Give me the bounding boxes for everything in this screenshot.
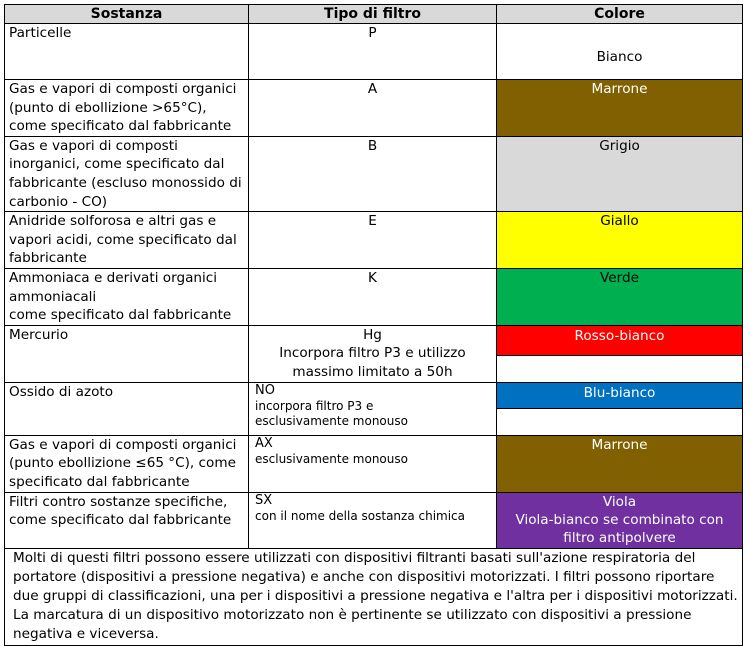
sostanza-cell xyxy=(5,136,249,211)
header-tipo-filtro: Tipo di filtro xyxy=(249,5,497,24)
footer-row xyxy=(5,548,743,645)
colore-note: Viola-bianco se combinato con xyxy=(515,511,724,528)
sostanza-cell xyxy=(5,435,249,492)
sostanza-cell xyxy=(5,325,249,382)
sostanza-line: Gas e vapori di composti xyxy=(9,137,178,154)
sostanza-line: ammoniacali xyxy=(9,288,97,305)
header-colore: Colore xyxy=(497,5,743,24)
table-row xyxy=(5,382,743,435)
tipo-code: AX xyxy=(255,435,273,451)
colore-label: Viola xyxy=(602,493,637,510)
sostanza-line: Gas e vapori di composti organici xyxy=(9,436,237,453)
sostanza-cell xyxy=(5,80,249,137)
sostanza-cell xyxy=(5,212,249,269)
tipo-note: incorpora filtro P3 e xyxy=(255,398,374,413)
table-row xyxy=(5,212,743,269)
colore-cell xyxy=(497,435,743,492)
footer-line: negativa e viceversa. xyxy=(13,625,159,642)
sostanza-line: come specificato dal fabbricante xyxy=(9,512,232,529)
tipo-cell xyxy=(249,492,497,548)
tipo-code: K xyxy=(368,269,377,286)
tipo-code: E xyxy=(368,213,377,230)
sostanza-line: (punto ebollizione ≤65 °C), come xyxy=(9,455,236,472)
sostanza-line: fabbricante xyxy=(9,250,87,267)
sostanza-line: Gas e vapori di composti organici xyxy=(9,81,237,97)
footer-line: La marcatura di un dispositivo motorizzato non è pertinente se utilizzato con dispositivi a pressione xyxy=(13,606,692,623)
footer-line: portatore (dispositivi a pressione negativa) e anche con dispositivi motorizzati. I filtri possono riportare xyxy=(13,568,715,585)
sostanza-cell xyxy=(5,268,249,325)
footer-line: Molti di questi filtri possono essere utilizzati con dispositivi filtranti basati sull'azione respiratoria del xyxy=(13,549,696,566)
table-row xyxy=(5,136,743,211)
sostanza-cell xyxy=(5,24,249,80)
tipo-cell xyxy=(249,325,497,382)
table-row xyxy=(5,80,743,137)
sostanza-cell xyxy=(5,492,249,548)
colore-cell xyxy=(497,492,743,548)
colore-label: Blu-bianco xyxy=(497,383,742,409)
colore-cell xyxy=(497,212,743,269)
header-row xyxy=(5,5,743,24)
colore-cell xyxy=(497,325,743,382)
table-row xyxy=(5,435,743,492)
sostanza-line: Ossido di azoto xyxy=(9,383,114,400)
colore-label: Marrone xyxy=(591,81,648,97)
white-band xyxy=(497,409,742,435)
tipo-code: NO xyxy=(255,382,275,398)
tipo-code: A xyxy=(367,81,378,97)
sostanza-line: inorganici, come specificato dal xyxy=(9,156,225,173)
tipo-cell xyxy=(249,136,497,211)
tipo-cell xyxy=(249,382,497,435)
sostanza-line: Ammoniaca e derivati organici xyxy=(9,269,218,286)
sostanza-line: come specificato dal fabbricante xyxy=(9,118,232,135)
table-row xyxy=(5,325,743,382)
tipo-cell xyxy=(249,268,497,325)
sostanza-line: Particelle xyxy=(9,25,72,41)
table-row xyxy=(5,24,743,80)
colore-note: filtro antipolvere xyxy=(563,529,676,546)
colore-label: Marrone xyxy=(591,436,648,453)
colore-label: Giallo xyxy=(600,213,639,230)
colore-cell xyxy=(497,24,743,80)
tipo-cell xyxy=(249,435,497,492)
table-row xyxy=(5,492,743,548)
colore-cell xyxy=(497,382,743,435)
tipo-code: SX xyxy=(255,492,273,508)
filter-table xyxy=(4,4,743,646)
sostanza-line: come specificato dal fabbricante xyxy=(9,307,232,324)
white-band xyxy=(497,356,742,382)
colore-label: Grigio xyxy=(599,137,640,154)
sostanza-line: Filtri contro sostanze specifiche, xyxy=(9,493,228,510)
sostanza-line: Mercurio xyxy=(9,326,69,343)
tipo-cell xyxy=(249,24,497,80)
tipo-note: esclusivamente monouso xyxy=(255,451,408,466)
colore-label: Bianco xyxy=(596,48,643,65)
colore-cell xyxy=(497,80,743,137)
colore-cell xyxy=(497,268,743,325)
sostanza-line: vapori acidi, come specificato dal xyxy=(9,231,237,248)
tipo-note: con il nome della sostanza chimica xyxy=(255,508,465,523)
tipo-cell xyxy=(249,80,497,137)
colore-cell xyxy=(497,136,743,211)
sostanza-line: specificato dal fabbricante xyxy=(9,473,190,490)
footer-note xyxy=(5,548,743,645)
sostanza-line: (punto di ebollizione >65°C), xyxy=(9,99,207,116)
colore-label: Verde xyxy=(600,269,639,286)
tipo-note: massimo limitato a 50h xyxy=(292,363,453,380)
tipo-cell xyxy=(249,212,497,269)
table-row xyxy=(5,268,743,325)
tipo-note: Incorpora filtro P3 e utilizzo xyxy=(279,345,466,362)
tipo-code: P xyxy=(368,25,377,41)
tipo-note: esclusivamente monouso xyxy=(255,413,408,428)
footer-line: due gruppi di classificazioni, una per i dispositivi a pressione negativa e l'altra per i dispositivi motorizzati. xyxy=(13,587,738,604)
colore-label: Rosso-bianco xyxy=(497,326,742,356)
sostanza-line: carbonio - CO) xyxy=(9,193,108,210)
sostanza-line: Anidride solforosa e altri gas e xyxy=(9,213,217,230)
sostanza-line: fabbricante (escluso monossido di xyxy=(9,174,242,191)
sostanza-cell xyxy=(5,382,249,435)
tipo-code: B xyxy=(367,137,378,154)
tipo-code: Hg xyxy=(363,326,382,343)
header-sostanza: Sostanza xyxy=(5,5,249,24)
